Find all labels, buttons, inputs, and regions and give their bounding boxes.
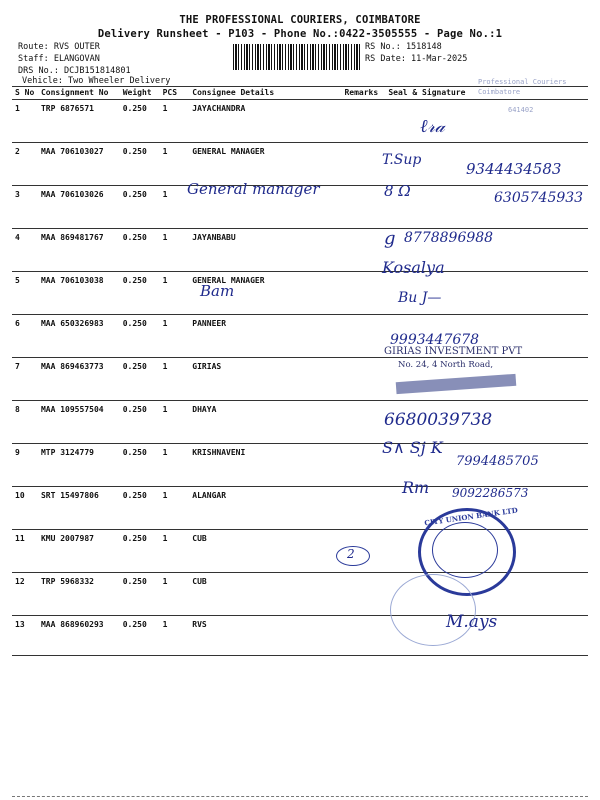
bank-seal-text: CITY UNION BANK LTD [423,505,519,528]
signature-row4: g [384,228,396,249]
table-row [12,229,588,272]
col-consignee: Consignee Details [189,86,341,100]
cell-remarks [341,444,385,487]
cell-pcs: 1 [160,487,190,530]
table-row [12,100,588,143]
cell-consignment-no: TRP 5968332 [38,573,120,616]
cell-consignee: CUB [189,573,341,616]
phone-row3: 6305745933 [494,190,584,206]
cell-consignment-no: MAA 706103026 [38,186,120,229]
cell-remarks [341,229,385,272]
signature-row5-2: Bu J— [398,290,442,306]
faint-seal-row13 [390,574,476,646]
cell-sno: 13 [12,616,38,656]
stamp-row7-line2: No. 24, 4 North Road, [398,360,494,370]
handwritten-consignee-row3: General manager [187,180,320,198]
cell-weight: 0.250 [120,229,160,272]
signature-row2: T.Sup [382,152,422,168]
cell-pcs: 1 [160,100,190,143]
signature-row10: Rm [402,478,430,497]
cell-pcs: 1 [160,358,190,401]
cell-remarks [341,358,385,401]
cell-sno: 10 [12,487,38,530]
signature-row5-left: Bam [200,282,235,300]
col-consignment-no: Consignment No [38,86,120,100]
cell-weight: 0.250 [120,100,160,143]
cell-consignment-no: TRP 6876571 [38,100,120,143]
cell-remarks [341,143,385,186]
cell-sno: 5 [12,272,38,315]
cell-weight: 0.250 [120,401,160,444]
vehicle-label: Vehicle: Two Wheeler Delivery [22,76,171,86]
faint-stamp-text: Professional Couriers [478,78,567,86]
phone-row10: 9092286573 [452,486,529,500]
footer-rule [12,796,588,797]
runsheet-subtitle: Delivery Runsheet - P103 - Phone No.:0422-3505555 - Page No.:1 [97,28,503,40]
cell-pcs: 1 [160,315,190,358]
col-weight: Weight [120,86,160,100]
cell-consignee: RVS [189,616,341,656]
cell-sno: 11 [12,530,38,573]
rs-number: RS No.: 1518148 [365,42,442,52]
faint-stamp-number: 641402 [508,106,534,114]
phone-row7: 9993447678 [390,332,480,348]
cell-sno: 6 [12,315,38,358]
cell-sno: 8 [12,401,38,444]
signature-row13: M.ays [446,612,498,632]
route-label: Route: RVS OUTER [18,42,100,52]
signature-row1: ℓ𝓇𝒶 [420,116,445,137]
barcode [233,44,360,70]
cell-weight: 0.250 [120,487,160,530]
cell-weight: 0.250 [120,186,160,229]
cell-sno: 9 [12,444,38,487]
cell-pcs: 1 [160,444,190,487]
rs-date: RS Date: 11-Mar-2025 [365,54,468,64]
table-row [12,616,588,656]
cell-remarks [341,401,385,444]
cell-consignee: GIRIAS [189,358,341,401]
cell-weight: 0.250 [120,530,160,573]
cell-consignment-no: MAA 650326983 [38,315,120,358]
cell-pcs: 1 [160,272,190,315]
cell-weight: 0.250 [120,143,160,186]
cell-consignee: CUB [189,530,341,573]
cell-sno: 12 [12,573,38,616]
cell-remarks [341,315,385,358]
staff-label: Staff: ELANGOVAN [18,54,100,64]
drs-number: DRS No.: DCJB151814801 [18,66,131,76]
col-pcs: PCS [160,86,190,100]
cell-sno: 7 [12,358,38,401]
cell-consignee: DHAYA [189,401,341,444]
cell-sno: 4 [12,229,38,272]
cell-pcs: 1 [160,186,190,229]
stamp-row7-line1: GIRIAS INVESTMENT PVT [384,346,523,357]
bank-seal-inner [432,522,498,578]
cell-weight: 0.250 [120,315,160,358]
cell-pcs: 1 [160,229,190,272]
table-row [12,401,588,444]
cell-remarks [341,616,385,656]
cell-weight: 0.250 [120,444,160,487]
phone-row8: 6680039738 [384,410,493,430]
phone-row9: 7994485705 [456,454,539,469]
cell-pcs: 1 [160,143,190,186]
cell-consignment-no: MAA 706103027 [38,143,120,186]
phone-row2: 9344434583 [466,160,562,178]
cell-pcs: 1 [160,401,190,444]
cell-pcs: 1 [160,616,190,656]
cell-consignee: GENERAL MANAGER [189,272,341,315]
col-sno: S No [12,86,38,100]
cell-sno: 2 [12,143,38,186]
cell-sno: 1 [12,100,38,143]
cell-consignment-no: MAA 706103038 [38,272,120,315]
cell-remarks [341,186,385,229]
cell-consignment-no: MAA 868960293 [38,616,120,656]
cell-consignee: GENERAL MANAGER [189,143,341,186]
cell-pcs: 1 [160,573,190,616]
cell-remarks [341,100,385,143]
signature-row9: S∧ Sj K [382,438,443,457]
cell-consignee: KRISHNAVENI [189,444,341,487]
cell-weight: 0.250 [120,358,160,401]
cell-consignee: ALANGAR [189,487,341,530]
cell-weight: 0.250 [120,573,160,616]
phone-row4: 8778896988 [404,230,494,246]
cell-sno: 3 [12,186,38,229]
cell-seal-signature [385,100,588,143]
cell-consignee: JAYACHANDRA [189,100,341,143]
col-remarks: Remarks [341,86,385,100]
table-row [12,272,588,315]
cell-consignment-no: MAA 869463773 [38,358,120,401]
cell-remarks [341,573,385,616]
company-title: THE PROFESSIONAL COURIERS, COIMBATORE [179,14,421,26]
cell-consignment-no: MAA 109557504 [38,401,120,444]
cell-remarks [341,487,385,530]
cell-weight: 0.250 [120,272,160,315]
cell-consignment-no: SRT 15497806 [38,487,120,530]
signature-row5: Kosalya [382,258,445,277]
faint-stamp-text-2: Coimbatore [478,88,521,96]
cell-consignee: JAYANBABU [189,229,341,272]
col-seal-signature: Seal & Signature [385,86,588,100]
cell-consignee: PANNEER [189,315,341,358]
cell-weight: 0.250 [120,616,160,656]
cell-remarks [341,272,385,315]
remark-row12: 2 [347,547,355,561]
signature-row3: 8 Ω [384,182,411,200]
cell-consignment-no: KMU 2007987 [38,530,120,573]
cell-pcs: 1 [160,530,190,573]
cell-consignment-no: MTP 3124779 [38,444,120,487]
cell-consignment-no: MAA 869481767 [38,229,120,272]
